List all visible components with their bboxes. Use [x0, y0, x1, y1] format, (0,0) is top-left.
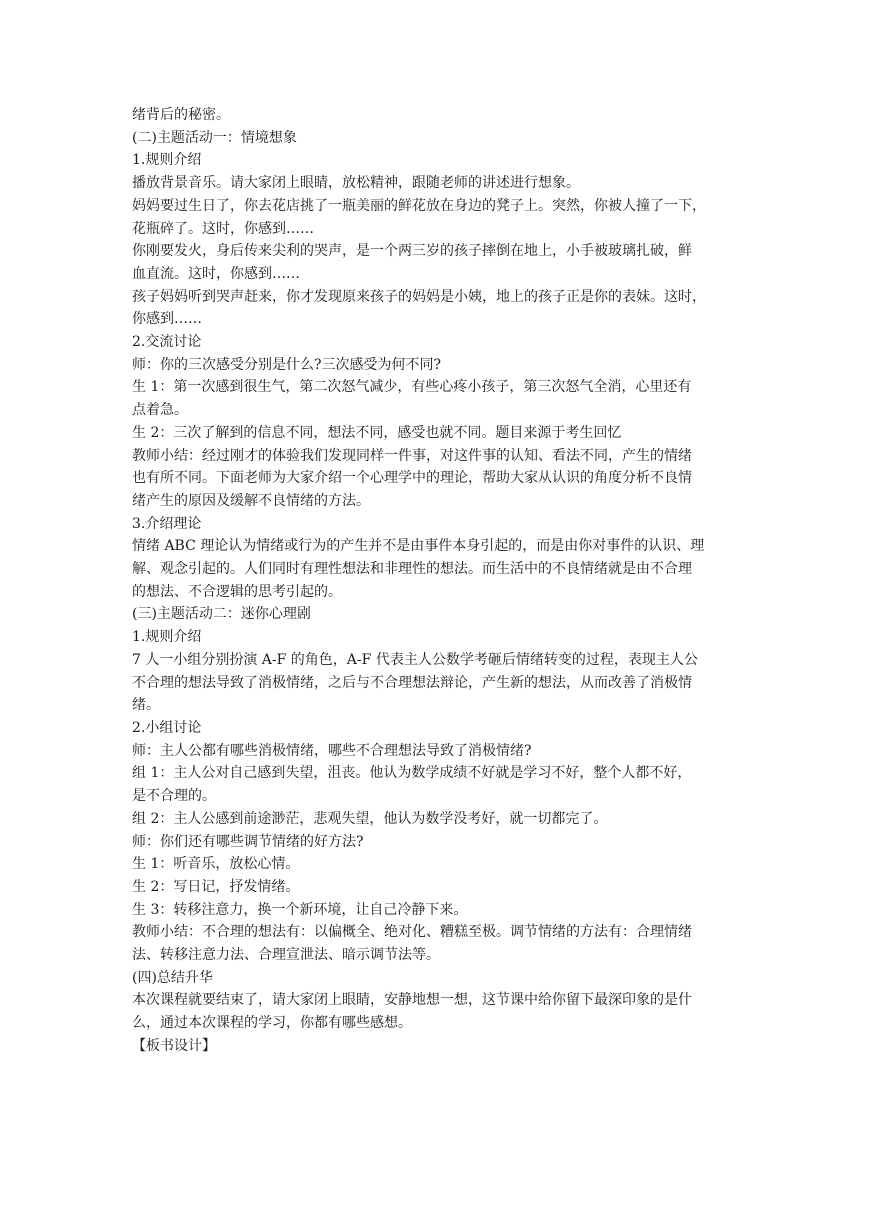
text-line: 绪产生的原因及缓解不良情绪的方法。	[132, 492, 370, 509]
text-line: 组 1：主人公对自己感到失望，沮丧。他认为数学成绩不好就是学习不好，整个人都不好，	[132, 765, 692, 782]
text-line: 血直流。这时，你感到……	[132, 265, 300, 282]
text-line: 师：主人公都有哪些消极情绪，哪些不合理想法导致了消极情绪?	[132, 742, 532, 759]
text-line: 也有所不同。下面老师为大家介绍一个心理学中的理论，帮助大家从认识的角度分析不良情	[132, 470, 692, 487]
text-line: 生 3：转移注意力，换一个新环境，让自己冷静下来。	[132, 901, 468, 918]
text-line: 妈妈要过生日了，你去花店挑了一瓶美丽的鲜花放在身边的凳子上。突然，你被人撞了一下，	[132, 197, 706, 214]
text-line: 师：你的三次感受分别是什么?三次感受为何不同?	[132, 356, 442, 373]
section-heading: (二)主题活动一：情境想象	[132, 129, 297, 146]
text-line: 生 2：写日记，抒发情绪。	[132, 878, 300, 895]
subsection-heading: 1.规则介绍	[132, 152, 202, 169]
text-line: 7 人一小组分别扮演 A-F 的角色，A-F 代表主人公数学考砸后情绪转变的过程，表现主人公	[132, 651, 698, 668]
text-line: 么，通过本次课程的学习，你都有哪些感想。	[132, 1015, 412, 1032]
text-line: 生 2：三次了解到的信息不同，想法不同，感受也就不同。题目来源于考生回忆	[132, 424, 622, 441]
text-line: 的想法、不合逻辑的思考引起的。	[132, 583, 342, 600]
text-line: 生 1：听音乐，放松心情。	[132, 856, 300, 873]
text-line: 教师小结：不合理的想法有：以偏概全、绝对化、糟糕至极。调节情绪的方法有：合理情绪	[132, 924, 692, 941]
text-line: 法、转移注意力法、合理宣泄法、暗示调节法等。	[132, 947, 440, 964]
text-line: 教师小结：经过刚才的体验我们发现同样一件事，对这件事的认知、看法不同，产生的情绪	[132, 447, 692, 464]
document-body	[132, 104, 742, 1058]
text-line: 孩子妈妈听到哭声赶来，你才发现原来孩子的妈妈是小姨，地上的孩子正是你的表妹。这时，	[132, 288, 706, 305]
text-line: 情绪 ABC 理论认为情绪或行为的产生并不是由事件本身引起的，而是由你对事件的认识、理	[132, 538, 705, 555]
text-line: 你刚要发火，身后传来尖利的哭声，是一个两三岁的孩子摔倒在地上，小手被玻璃扎破，鲜	[132, 243, 692, 260]
subsection-heading: 2.交流讨论	[132, 334, 202, 351]
text-line: 师：你们还有哪些调节情绪的好方法?	[132, 833, 364, 850]
text-line: 花瓶碎了。这时，你感到……	[132, 220, 314, 237]
subsection-heading: 1.规则介绍	[132, 629, 202, 646]
section-heading: (三)主题活动二：迷你心理剧	[132, 606, 311, 623]
board-design-heading: 【板书设计】	[132, 1037, 216, 1054]
text-line: 绪。	[132, 697, 160, 714]
text-line: 绪背后的秘密。	[132, 107, 230, 123]
subsection-heading: 2.小组讨论	[132, 719, 202, 736]
text-line: 不合理的想法导致了消极情绪，之后与不合理想法辩论，产生新的想法，从而改善了消极情	[132, 674, 692, 691]
text-line: 解、观念引起的。人们同时有理性想法和非理性的想法。而生活中的不良情绪就是由不合理	[132, 561, 692, 578]
text-line: 生 1：第一次感到很生气，第二次怒气减少，有些心疼小孩子，第三次怒气全消，心里还有	[132, 379, 692, 396]
subsection-heading: 3.介绍理论	[132, 515, 202, 532]
text-line: 你感到……	[132, 311, 202, 328]
text-line: 组 2：主人公感到前途渺茫，悲观失望，他认为数学没考好，就一切都完了。	[132, 810, 608, 827]
text-line: 是不合理的。	[132, 788, 216, 805]
text-line: 点着急。	[132, 402, 188, 419]
text-line: 本次课程就要结束了，请大家闭上眼睛，安静地想一想，这节课中给你留下最深印象的是什	[132, 992, 692, 1009]
section-heading: (四)总结升华	[132, 969, 213, 986]
text-line: 播放背景音乐。请大家闭上眼睛，放松精神，跟随老师的讲述进行想象。	[132, 175, 580, 192]
